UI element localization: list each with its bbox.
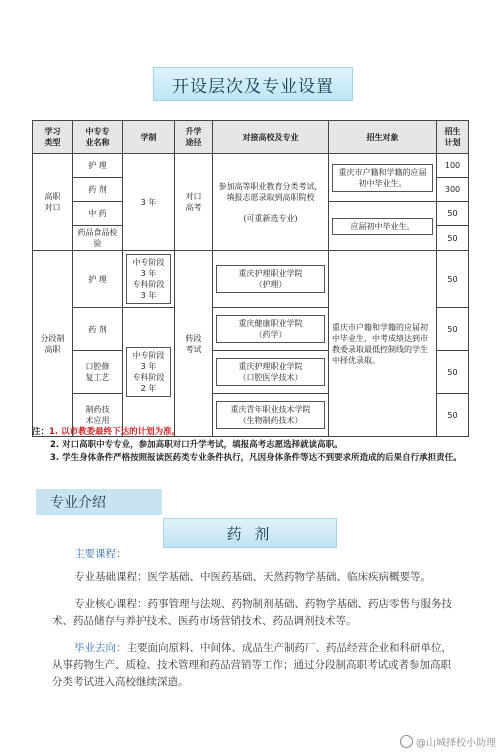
header-major-name: 中专专 业名称 bbox=[73, 121, 123, 154]
major-cell: 药 剂 bbox=[73, 178, 123, 202]
target-text: 重庆市户籍和学籍的应届初中毕业生。 bbox=[332, 164, 433, 192]
college-cell bbox=[213, 308, 329, 351]
college-cell bbox=[213, 351, 329, 394]
duration-text: 中专阶段 3 年 专科阶段 2 年 bbox=[126, 347, 171, 397]
table-row bbox=[33, 251, 469, 308]
route-cell: 转段 考试 bbox=[175, 251, 213, 437]
college-cell bbox=[213, 251, 329, 308]
route-cell: 对口 高考 bbox=[175, 154, 213, 251]
major-description bbox=[52, 544, 452, 691]
college-cell bbox=[213, 154, 329, 251]
plan-cell: 50 bbox=[437, 394, 469, 437]
basic-courses: 专业基础课程：医学基础、中医药基础、天然药物学基础、临床疾病概要等。 bbox=[74, 571, 431, 583]
plan-cell: 50 bbox=[437, 202, 469, 226]
table-notes bbox=[32, 426, 472, 465]
duration-text: 中专阶段 3 年 专科阶段 3 年 bbox=[126, 254, 171, 304]
major-cell: 药 剂 bbox=[73, 308, 123, 351]
plan-cell: 300 bbox=[437, 178, 469, 202]
note-1-text: 1. 以市教委最终下达的计划为准。 bbox=[49, 427, 181, 437]
college-text: 重庆青年职业技术学院 （生物制药技术） bbox=[216, 401, 325, 429]
major-cell: 口腔修 复工艺 bbox=[73, 351, 123, 394]
target-text: 应届初中毕业生。 bbox=[332, 218, 433, 235]
study-type-cell: 高职 对口 bbox=[33, 154, 73, 251]
note-3-text: 3. 学生身体条件严格按照报读医药类专业条件执行，凡因身体条件等达不到要求所造成的后果自行承担责任。 bbox=[50, 453, 462, 463]
core-courses: 专业核心课程：药事管理与法规、药物制剂基础、药物学基础、药店零售与服务技术、药品储存与养护技术、医药市场营销技术、药品调剂技术等。 bbox=[52, 598, 452, 627]
college-text: 重庆护理职业学院 （护理） bbox=[216, 265, 325, 293]
header-college: 对接高校及专业 bbox=[213, 121, 329, 154]
major-cell: 药品食品检验 bbox=[73, 226, 123, 251]
header-study-type: 学习 类型 bbox=[33, 121, 73, 154]
plan-cell: 50 bbox=[437, 351, 469, 394]
note-label: 注： bbox=[32, 427, 50, 437]
note-2-text: 2. 对口高职中专专业，参加高职对口升学考试，填报高考志愿选择就读高职。 bbox=[50, 440, 343, 450]
college-text: 参加高等职业教育分类考试，填报志愿录取到高职院校 bbox=[218, 181, 323, 202]
watermark bbox=[400, 734, 496, 749]
major-cell: 护 理 bbox=[73, 251, 123, 308]
table-header-row bbox=[33, 121, 469, 154]
duration-cell: 3 年 bbox=[123, 154, 175, 251]
college-text: 重庆护理职业学院 （口腔医学技术） bbox=[216, 358, 325, 386]
career-label: 毕业去向： bbox=[74, 642, 127, 654]
study-type-cell: 分段制 高职 bbox=[33, 251, 73, 437]
major-cell: 制药技 术应用 bbox=[73, 394, 123, 437]
note-line-1 bbox=[32, 426, 472, 439]
career-paragraph bbox=[52, 640, 452, 691]
plan-cell: 100 bbox=[437, 154, 469, 178]
career-text: 主要面向原料、中间体、成品生产制药厂、药品经营企业和科研单位，从事药物生产、质检、技术管理和药品营销等工作；通过分段制高职考试或者参加高职分类考试进入高校继续深造。 bbox=[52, 642, 452, 688]
duration-cell bbox=[123, 251, 175, 308]
college-text: 重庆健康职业学院 （药学） bbox=[216, 315, 325, 343]
plan-cell: 50 bbox=[437, 308, 469, 351]
header-plan: 招生 计划 bbox=[437, 121, 469, 154]
target-text: 重庆市户籍和学籍的应届初中毕业生，中考成绩达到市教委录取最低控制线的学生中择优录取。 bbox=[332, 322, 428, 365]
major-cell: 中 药 bbox=[73, 202, 123, 226]
section-title-bar: 专业介绍 bbox=[36, 489, 162, 515]
table-row bbox=[33, 154, 469, 178]
header-target: 招生对象 bbox=[329, 121, 437, 154]
major-cell: 护 理 bbox=[73, 154, 123, 178]
watermark-text: @山城择校小助理 bbox=[416, 738, 496, 749]
enrollment-plan-table bbox=[32, 120, 469, 437]
course-heading: 主要课程： bbox=[74, 548, 127, 560]
target-cell bbox=[329, 202, 437, 251]
plan-cell: 50 bbox=[437, 251, 469, 308]
page-banner-title: 开设层次及专业设置 bbox=[153, 67, 353, 101]
duration-cell bbox=[123, 308, 175, 437]
college-note: (可重新选专业) bbox=[243, 213, 298, 223]
plan-cell: 50 bbox=[437, 226, 469, 251]
header-duration: 学制 bbox=[123, 121, 175, 154]
target-cell bbox=[329, 154, 437, 202]
major-title: 药 剂 bbox=[163, 518, 337, 548]
watermark-logo-icon bbox=[400, 735, 413, 748]
header-route: 升学 途径 bbox=[175, 121, 213, 154]
target-cell bbox=[329, 251, 437, 437]
